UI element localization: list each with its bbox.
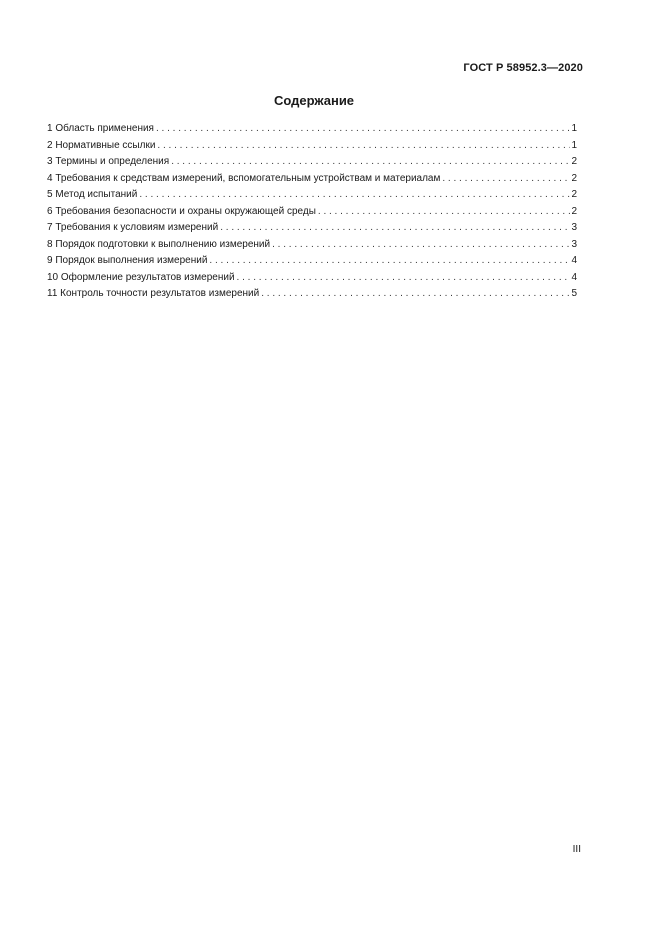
toc-entry[interactable]	[47, 286, 577, 303]
toc-entry-label: 5 Метод испытаний	[47, 189, 138, 200]
toc-dot-leader	[318, 204, 571, 221]
toc-dot-leader	[237, 270, 571, 287]
toc-dot-leader	[272, 237, 570, 254]
toc-entry-page: 3	[571, 222, 577, 233]
toc-entry-label: 8 Порядок подготовки к выполнению измерений	[47, 238, 271, 250]
toc-dot-leader	[209, 253, 570, 270]
toc-entry[interactable]	[47, 220, 577, 237]
table-of-contents	[47, 121, 577, 303]
toc-entry-page: 1	[571, 123, 577, 134]
toc-dot-leader	[156, 121, 570, 138]
toc-entry[interactable]	[47, 138, 577, 155]
toc-entry[interactable]	[47, 270, 577, 287]
toc-entry-label: 9 Порядок выполнения измерений	[47, 255, 208, 266]
toc-entry-page: 5	[571, 288, 577, 299]
toc-entry[interactable]	[47, 253, 577, 270]
toc-entry-page: 3	[571, 238, 577, 250]
toc-title: Содержание	[273, 93, 355, 108]
toc-entry-label: 6 Требования безопасности и охраны окружающей среды	[47, 205, 316, 217]
toc-entry-page: 1	[571, 139, 577, 151]
toc-entry-label: 3 Термины и определения	[47, 156, 170, 167]
toc-entry-page: 2	[571, 156, 577, 167]
toc-dot-leader	[139, 187, 570, 204]
toc-entry-label: 7 Требования к условиям измерений	[47, 222, 219, 233]
page-number: III	[572, 844, 581, 855]
toc-entry-label: 4 Требования к средствам измерений, вспомогательным устройствам и материалам	[47, 172, 441, 184]
toc-dot-leader	[261, 286, 570, 303]
toc-entry-label: 2 Нормативные ссылки	[47, 139, 156, 151]
toc-entry[interactable]	[47, 171, 577, 188]
toc-entry[interactable]	[47, 121, 577, 138]
toc-entry[interactable]	[47, 204, 577, 221]
toc-entry[interactable]	[47, 154, 577, 171]
toc-entry-page: 2	[571, 189, 577, 200]
toc-dot-leader	[442, 171, 570, 188]
toc-dot-leader	[171, 154, 570, 171]
toc-entry-page: 2	[571, 172, 577, 184]
toc-entry-label: 10 Оформление результатов измерений	[47, 271, 235, 283]
toc-dot-leader	[220, 220, 570, 237]
toc-entry-label: 11 Контроль точности результатов измерений	[47, 288, 260, 299]
toc-dot-leader	[157, 138, 570, 155]
toc-entry[interactable]	[47, 187, 577, 204]
toc-entry-page: 4	[571, 271, 577, 283]
toc-entry-page: 4	[571, 255, 577, 266]
toc-entry-label: 1 Область применения	[47, 123, 154, 134]
toc-entry[interactable]	[47, 237, 577, 254]
document-identifier: ГОСТ Р 58952.3—2020	[463, 62, 583, 74]
toc-entry-page: 2	[571, 205, 577, 217]
